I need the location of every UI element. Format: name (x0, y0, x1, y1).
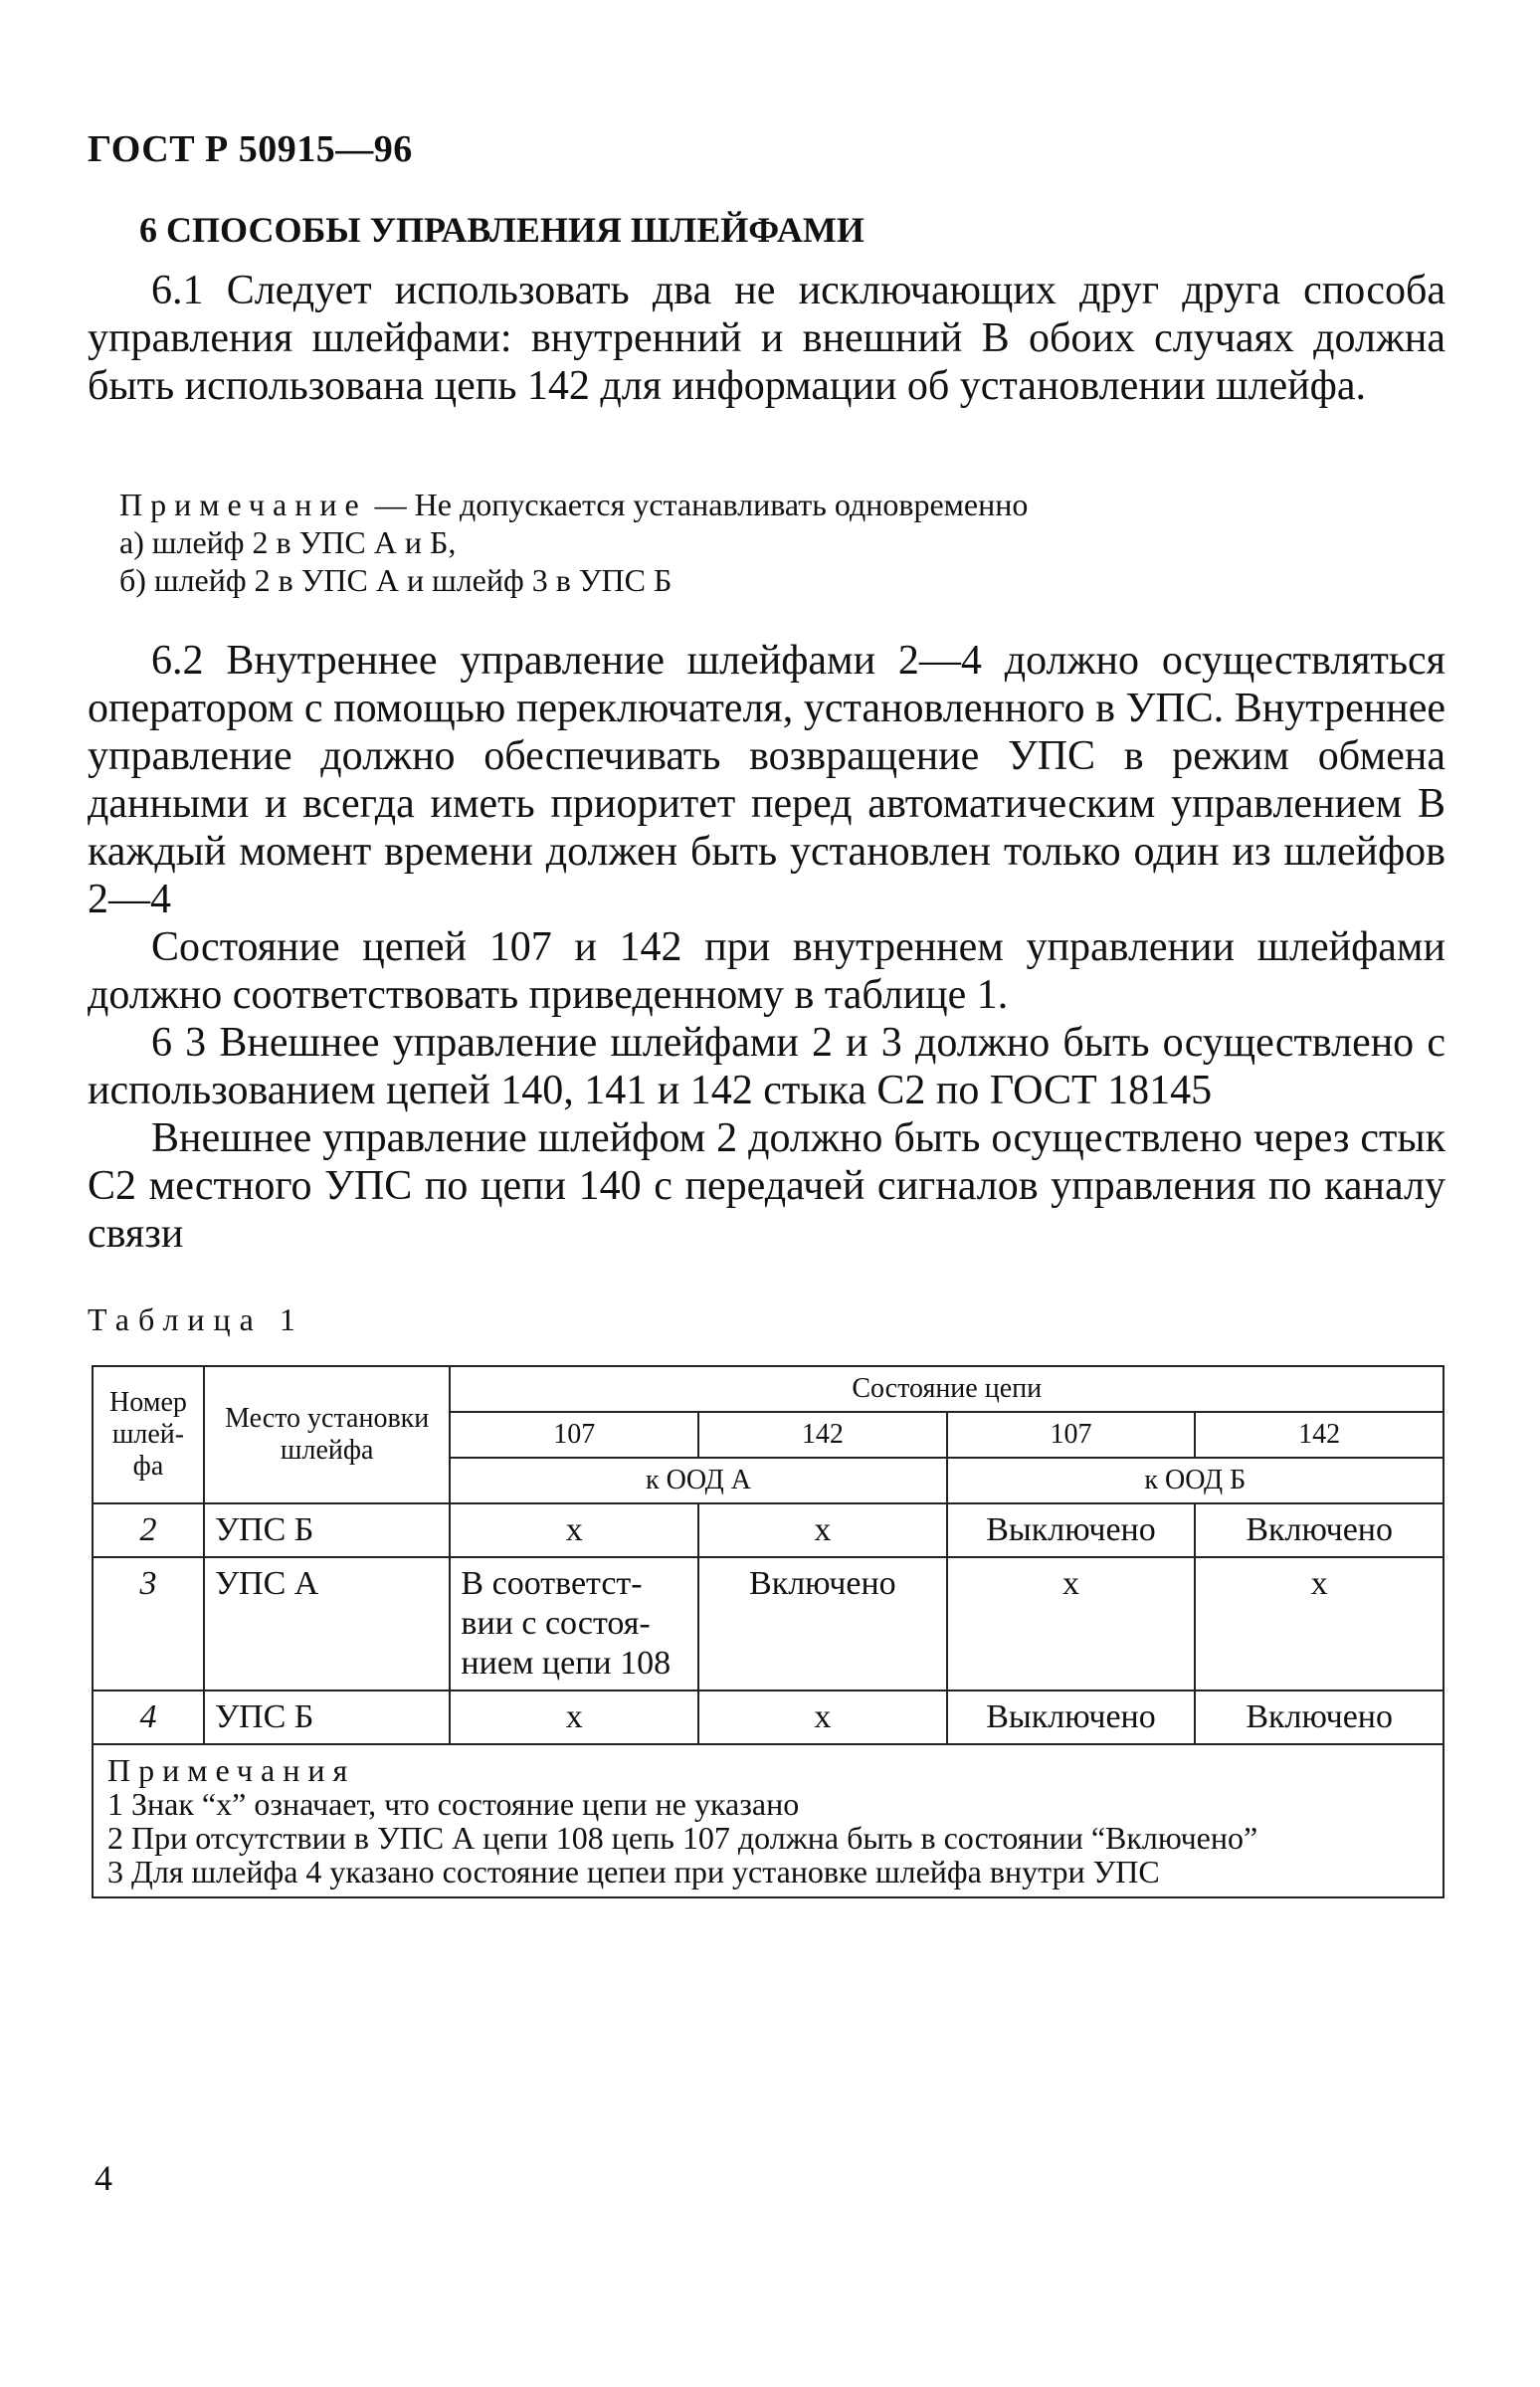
section-title: 6 СПОСОБЫ УПРАВЛЕНИЯ ШЛЕЙФАМИ (139, 210, 865, 250)
note-3: 3 Для шлейфа 4 указано состояние цепеи при установке шлейфа внутри УПС (107, 1854, 1160, 1890)
header-loop-place: Место установки шлейфа (204, 1366, 450, 1503)
paragraphs-6-2-6-3 (88, 637, 1445, 1258)
paragraph-6-1-text: 6.1 Следует использовать два не исключающих друг друга способа управления шлейфами: внутренний и внешний В обоих случаях должна быть использована цепь 142 для информации об установлении шлейфа. (88, 268, 1445, 409)
table-1 (92, 1365, 1444, 1898)
note-text: — Не допускается устанавливать одновременно (366, 487, 1029, 522)
cell-142-b: Включено (1195, 1503, 1444, 1557)
cell-place: УПС Б (204, 1691, 450, 1744)
cell-142-b: Включено (1195, 1691, 1444, 1744)
header-circuit-142-a: 142 (698, 1412, 947, 1458)
cell-107-b: х (947, 1557, 1196, 1691)
header-ood-a: к ООД А (450, 1458, 946, 1503)
cell-107-a: В соответст-вии с состоя-нием цепи 108 (450, 1557, 698, 1691)
notes-title: Примечания (107, 1752, 356, 1788)
paragraph-6-2-text: 6.2 Внутреннее управление шлейфами 2—4 должно осуществляться оператором с помощью переключателя, установленного в УПС. Внутреннее управление должно обеспечивать возвращение УПС в режим обмена данными и всегда иметь приоритет перед автоматическим управлением В каждый момент времени должен быть установлен только один из шлейфов 2—4 (88, 638, 1445, 922)
cell-142-a: Включено (698, 1557, 947, 1691)
table-row (93, 1691, 1444, 1744)
table-row (93, 1557, 1444, 1691)
header-loop-number: Номер шлей-фа (93, 1366, 204, 1503)
note-item-b: б) шлейф 2 в УПС А и шлейф 3 в УПС Б (119, 562, 673, 598)
paragraph-6-3-text: 6 3 Внешнее управление шлейфами 2 и 3 должно быть осуществлено с использованием цепей 140, 141 и 142 стыка С2 по ГОСТ 18145 (88, 1020, 1445, 1113)
table-notes-row (93, 1744, 1444, 1897)
table-header-row (93, 1366, 1444, 1412)
header-circuit-107-b: 107 (947, 1412, 1196, 1458)
note-heading (119, 486, 1413, 523)
table-notes (93, 1744, 1444, 1897)
header-circuit-107-a: 107 (450, 1412, 698, 1458)
cell-142-a: х (698, 1691, 947, 1744)
table-row (93, 1503, 1444, 1557)
paragraph-6-2-continuation: Состояние цепей 107 и 142 при внутреннем управлении шлейфами должно соответствовать приведенному в таблице 1. (88, 924, 1445, 1018)
paragraph-6-1 (88, 267, 1445, 410)
cell-num: 3 (93, 1557, 204, 1691)
header-circuit-state: Состояние цепи (450, 1366, 1444, 1412)
cell-107-a: х (450, 1503, 698, 1557)
note-1: 1 Знак “х” означает, что состояние цепи не указано (107, 1786, 800, 1822)
paragraph-6-3-continuation: Внешнее управление шлейфом 2 должно быть осуществлено через стык С2 местного УПС по цепи 140 с передачей сигналов управления по каналу связи (88, 1115, 1445, 1257)
cell-107-b: Выключено (947, 1503, 1196, 1557)
note-2: 2 При отсутствии в УПС А цепи 108 цепь 107 должна быть в состоянии “Включено” (107, 1820, 1258, 1856)
page-number: 4 (95, 2158, 112, 2198)
cell-142-a: х (698, 1503, 947, 1557)
cell-142-b: х (1195, 1557, 1444, 1691)
table-caption: Таблица 1 (88, 1301, 304, 1337)
cell-place: УПС Б (204, 1503, 450, 1557)
header-circuit-142-b: 142 (1195, 1412, 1444, 1458)
note-item-a: а) шлейф 2 в УПС А и Б, (119, 524, 457, 560)
note-label: Примечание (119, 487, 367, 522)
note-block (119, 486, 1413, 599)
cell-107-b: Выключено (947, 1691, 1196, 1744)
cell-107-a: х (450, 1691, 698, 1744)
cell-place: УПС А (204, 1557, 450, 1691)
cell-num: 2 (93, 1503, 204, 1557)
document-header: ГОСТ Р 50915—96 (88, 128, 413, 170)
header-ood-b: к ООД Б (947, 1458, 1444, 1503)
cell-num: 4 (93, 1691, 204, 1744)
